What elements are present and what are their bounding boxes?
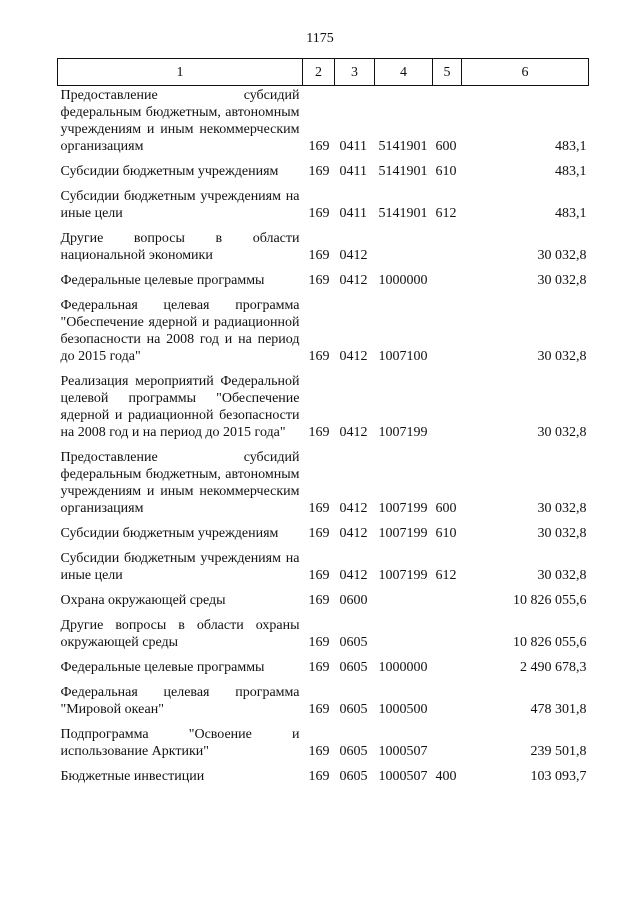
code-cell: 169	[308, 206, 330, 221]
name-cell: Охрана окружающей среды	[60, 593, 226, 608]
name-cell: Субсидии бюджетным учреждениям на иные цели	[60, 551, 300, 583]
target-article-cell: 1000000	[378, 273, 428, 288]
expense-type-cell: 612	[435, 206, 457, 221]
amount-cell: 2 490 678,3	[520, 660, 587, 675]
amount-cell: 30 032,8	[537, 273, 587, 288]
code-cell: 169	[308, 660, 330, 675]
code-cell: 169	[308, 568, 330, 583]
expense-type-cell: 400	[435, 769, 457, 784]
target-article-cell	[375, 591, 433, 616]
expense-type-cell: 600	[435, 139, 457, 154]
table-header-row	[58, 59, 589, 86]
table-row	[58, 658, 589, 683]
section-cell: 0411	[339, 206, 367, 221]
target-article-cell: 1007199	[378, 425, 428, 440]
name-cell: Предоставление субсидий федеральным бюджетным, автономным учреждениям и иным некоммерческим организациям	[60, 450, 300, 516]
target-article-cell: 5141901	[378, 206, 428, 221]
column-header: 4	[375, 59, 433, 86]
budget-table	[57, 58, 589, 792]
amount-cell: 239 501,8	[530, 744, 587, 759]
table-row	[58, 229, 589, 271]
amount-cell: 10 826 055,6	[513, 635, 587, 650]
section-cell: 0411	[339, 139, 367, 154]
code-cell: 169	[308, 501, 330, 516]
target-article-cell: 1007199	[378, 568, 428, 583]
code-cell: 169	[308, 593, 330, 608]
expense-type-cell	[433, 683, 462, 725]
target-article-cell: 1000000	[378, 660, 428, 675]
section-cell: 0412	[339, 526, 368, 541]
amount-cell: 30 032,8	[537, 425, 587, 440]
expense-type-cell	[433, 658, 462, 683]
table-row	[58, 725, 589, 767]
expense-type-cell	[433, 296, 462, 372]
section-cell: 0605	[339, 660, 368, 675]
table-row	[58, 683, 589, 725]
page-number: 1175	[306, 31, 334, 46]
column-header: 6	[462, 59, 589, 86]
table-row	[58, 549, 589, 591]
table-row	[58, 448, 589, 524]
amount-cell: 483,1	[555, 164, 587, 179]
section-cell: 0412	[339, 349, 368, 364]
table-row	[58, 86, 589, 163]
table-row	[58, 187, 589, 229]
name-cell: Субсидии бюджетным учреждениям	[60, 526, 279, 541]
name-cell: Федеральная целевая программа "Обеспечение ядерной и радиационной безопасности на 2008 год и на период до 2015 года"	[60, 298, 300, 364]
code-cell: 169	[308, 769, 330, 784]
amount-cell: 30 032,8	[537, 568, 587, 583]
section-cell: 0600	[339, 593, 368, 608]
amount-cell: 30 032,8	[537, 248, 587, 263]
target-article-cell	[375, 616, 433, 658]
expense-type-cell	[433, 271, 462, 296]
table-row	[58, 616, 589, 658]
table-row	[58, 767, 589, 792]
target-article-cell: 1007100	[378, 349, 428, 364]
column-header: 5	[433, 59, 462, 86]
amount-cell: 483,1	[555, 206, 587, 221]
expense-type-cell	[433, 616, 462, 658]
expense-type-cell	[433, 372, 462, 448]
section-cell: 0412	[339, 568, 368, 583]
code-cell: 169	[308, 164, 330, 179]
expense-type-cell: 610	[435, 164, 457, 179]
amount-cell: 103 093,7	[530, 769, 587, 784]
section-cell: 0411	[339, 164, 367, 179]
expense-type-cell: 600	[435, 501, 457, 516]
target-article-cell: 5141901	[378, 139, 428, 154]
name-cell: Другие вопросы в области национальной экономики	[60, 231, 300, 263]
expense-type-cell	[433, 725, 462, 767]
section-cell: 0412	[339, 425, 368, 440]
section-cell: 0605	[339, 702, 368, 717]
expense-type-cell: 610	[435, 526, 457, 541]
name-cell: Другие вопросы в области охраны окружающей среды	[60, 618, 300, 650]
name-cell: Подпрограмма "Освоение и использование Арктики"	[60, 727, 300, 759]
amount-cell: 478 301,8	[530, 702, 587, 717]
code-cell: 169	[308, 526, 330, 541]
name-cell: Субсидии бюджетным учреждениям на иные цели	[60, 189, 300, 221]
name-cell: Бюджетные инвестиции	[60, 769, 205, 784]
code-cell: 169	[308, 248, 330, 263]
column-header: 2	[303, 59, 335, 86]
table-row	[58, 591, 589, 616]
target-article-cell	[375, 229, 433, 271]
section-cell: 0605	[339, 769, 368, 784]
target-article-cell: 1000500	[378, 702, 428, 717]
section-cell: 0605	[339, 744, 368, 759]
table-body	[58, 86, 589, 793]
target-article-cell: 1007199	[378, 526, 428, 541]
target-article-cell: 5141901	[378, 164, 428, 179]
name-cell: Реализация мероприятий Федеральной целевой программы "Обеспечение ядерной и радиационной безопасности на 2008 год и на период до 2015 года"	[60, 374, 300, 440]
code-cell: 169	[308, 744, 330, 759]
expense-type-cell	[433, 229, 462, 271]
amount-cell: 483,1	[555, 139, 587, 154]
amount-cell: 30 032,8	[537, 501, 587, 516]
column-header: 3	[335, 59, 375, 86]
table-row	[58, 372, 589, 448]
expense-type-cell	[433, 591, 462, 616]
name-cell: Предоставление субсидий федеральным бюджетным, автономным учреждениям и иным некоммерческим организациям	[60, 88, 300, 154]
code-cell: 169	[308, 273, 330, 288]
name-cell: Федеральные целевые программы	[60, 660, 265, 675]
expense-type-cell: 612	[435, 568, 457, 583]
name-cell: Федеральная целевая программа "Мировой океан"	[60, 685, 300, 717]
table-row	[58, 162, 589, 187]
code-cell: 169	[308, 139, 330, 154]
section-cell: 0412	[339, 501, 368, 516]
table-row	[58, 271, 589, 296]
amount-cell: 30 032,8	[537, 349, 587, 364]
table-row	[58, 296, 589, 372]
code-cell: 169	[308, 425, 330, 440]
section-cell: 0605	[339, 635, 368, 650]
amount-cell: 30 032,8	[537, 526, 587, 541]
name-cell: Субсидии бюджетным учреждениям	[60, 164, 279, 179]
code-cell: 169	[308, 635, 330, 650]
target-article-cell: 1007199	[378, 501, 428, 516]
amount-cell: 10 826 055,6	[513, 593, 587, 608]
code-cell: 169	[308, 702, 330, 717]
name-cell: Федеральные целевые программы	[60, 273, 265, 288]
column-header: 1	[58, 59, 303, 86]
section-cell: 0412	[339, 273, 368, 288]
section-cell: 0412	[339, 248, 368, 263]
code-cell: 169	[308, 349, 330, 364]
target-article-cell: 1000507	[378, 769, 428, 784]
table-row	[58, 524, 589, 549]
target-article-cell: 1000507	[378, 744, 428, 759]
